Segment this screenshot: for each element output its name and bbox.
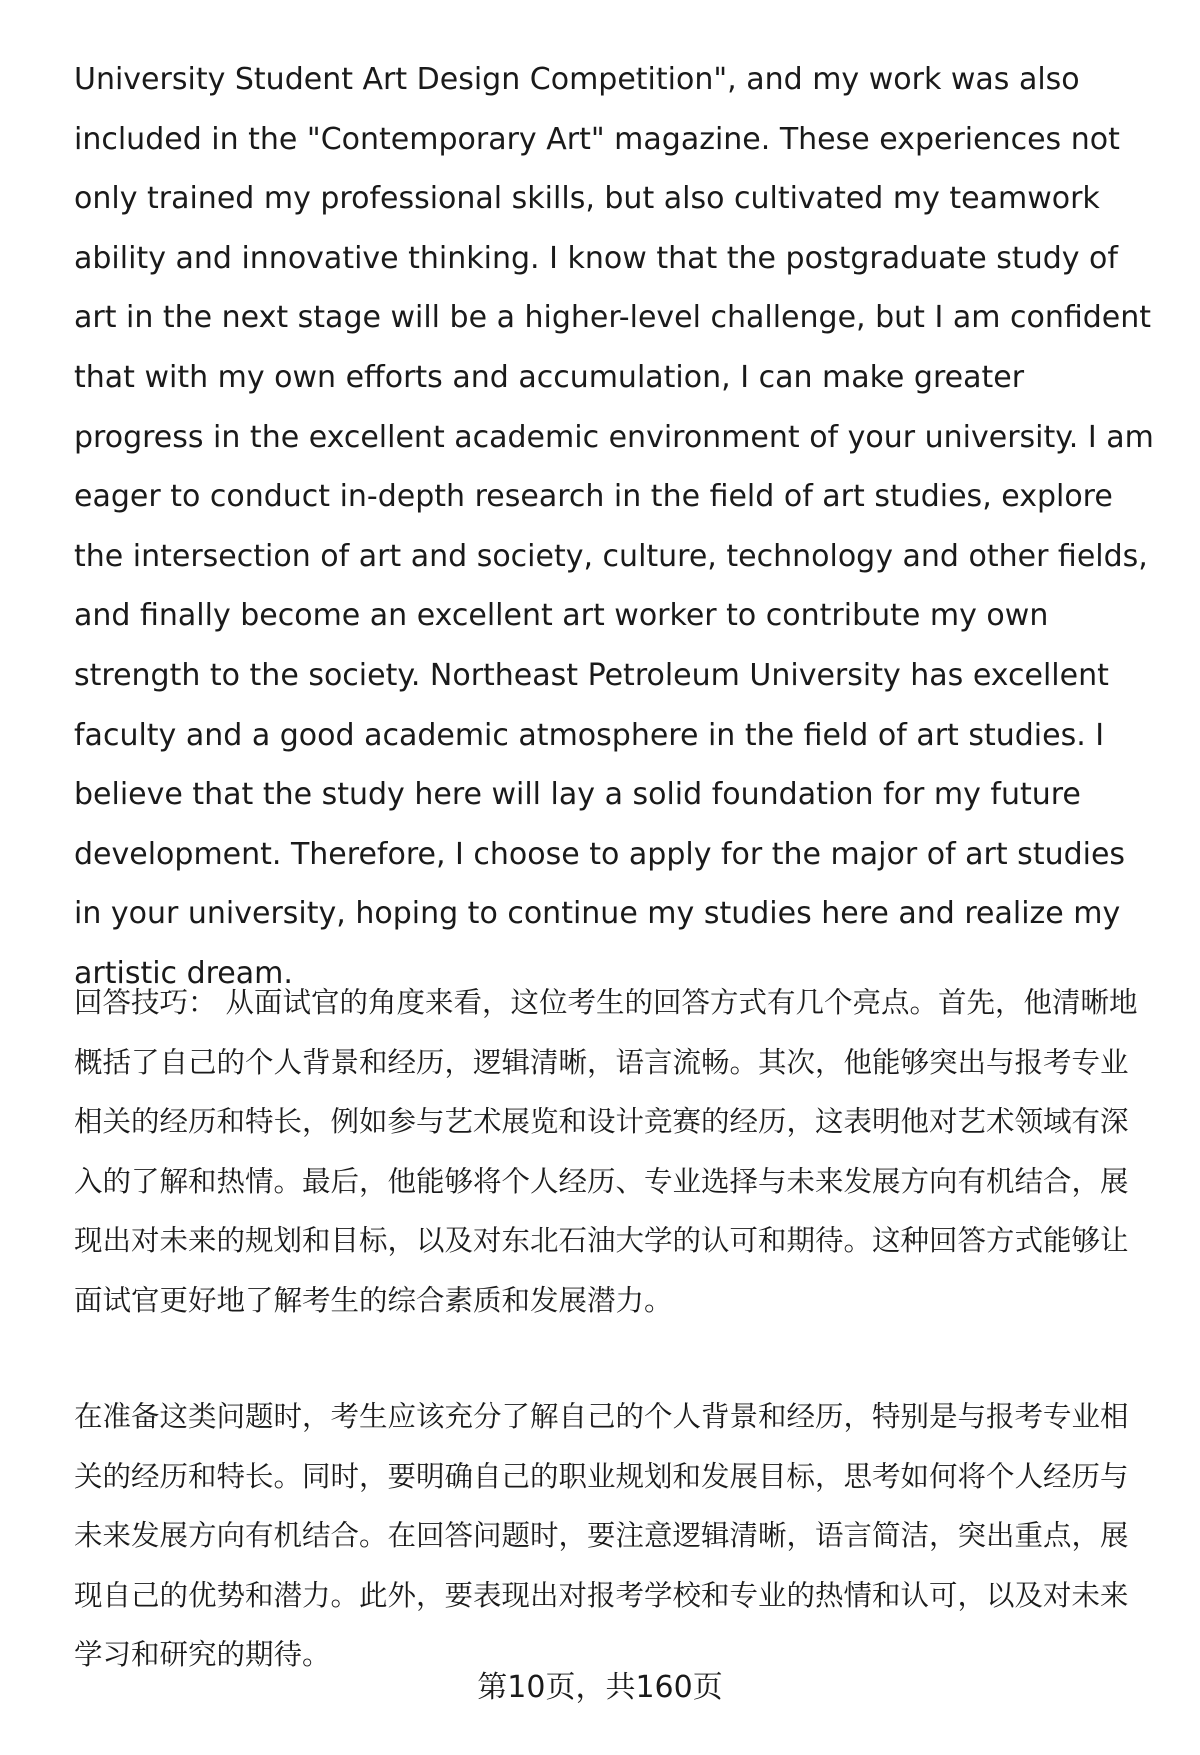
page-content [74, 50, 1154, 1671]
preparation-advice-paragraph: 在准备这类问题时，考生应该充分了解自己的个人背景和经历，特别是与报考专业相关的经历和特长。同时，要明确自己的职业规划和发展目标，思考如何将个人经历与未来发展方向有机结合。在回答问题时，要注意逻辑清晰，语言简洁，突出重点，展现自己的优势和潜力。此外，要表现出对报考学校和专业的热情和认可，以及对未来学习和研究的期待。 [74, 1400, 1129, 1671]
answer-tips-paragraph: 回答技巧： 从面试官的角度来看，这位考生的回答方式有几个亮点。首先，他清晰地概括了自己的个人背景和经历，逻辑清晰，语言流畅。其次，他能够突出与报考专业相关的经历和特长，例如参与艺术展览和设计竞赛的经历，这表明他对艺术领域有深入的了解和热情。最后，他能够将个人经历、专业选择与未来发展方向有机结合，展现出对未来的规划和目标，以及对东北石油大学的认可和期待。这种回答方式能够让面试官更好地了解考生的综合素质和发展潜力。 [74, 986, 1138, 1317]
english-answer-paragraph: University Student Art Design Competition", and my work was also included in the "Contemporary Art" magazine. These experiences not only trained my professional skills, but also cultivated my teamwork ability and innovative thinking. I know that the postgraduate study of art in the next stage will be a higher-level challenge, but I am confident that with my own efforts and accumulation, I can make greater progress in the excellent academic environment of your university. I am eager to conduct in-depth research in the field of art studies, explore the intersection of art and society, culture, technology and other fields, and finally become an excellent art worker to contribute my own strength to the society. Northeast Petroleum University has excellent faculty and a good academic atmosphere in the field of art studies. I believe that the study here will lay a solid foundation for my future development. Therefore, I choose to apply for the major of art studies in your university, hoping to continue my studies here and realize my artistic dream. [74, 62, 1154, 991]
page-number-footer: 第10页，共160页 [477, 1670, 723, 1705]
